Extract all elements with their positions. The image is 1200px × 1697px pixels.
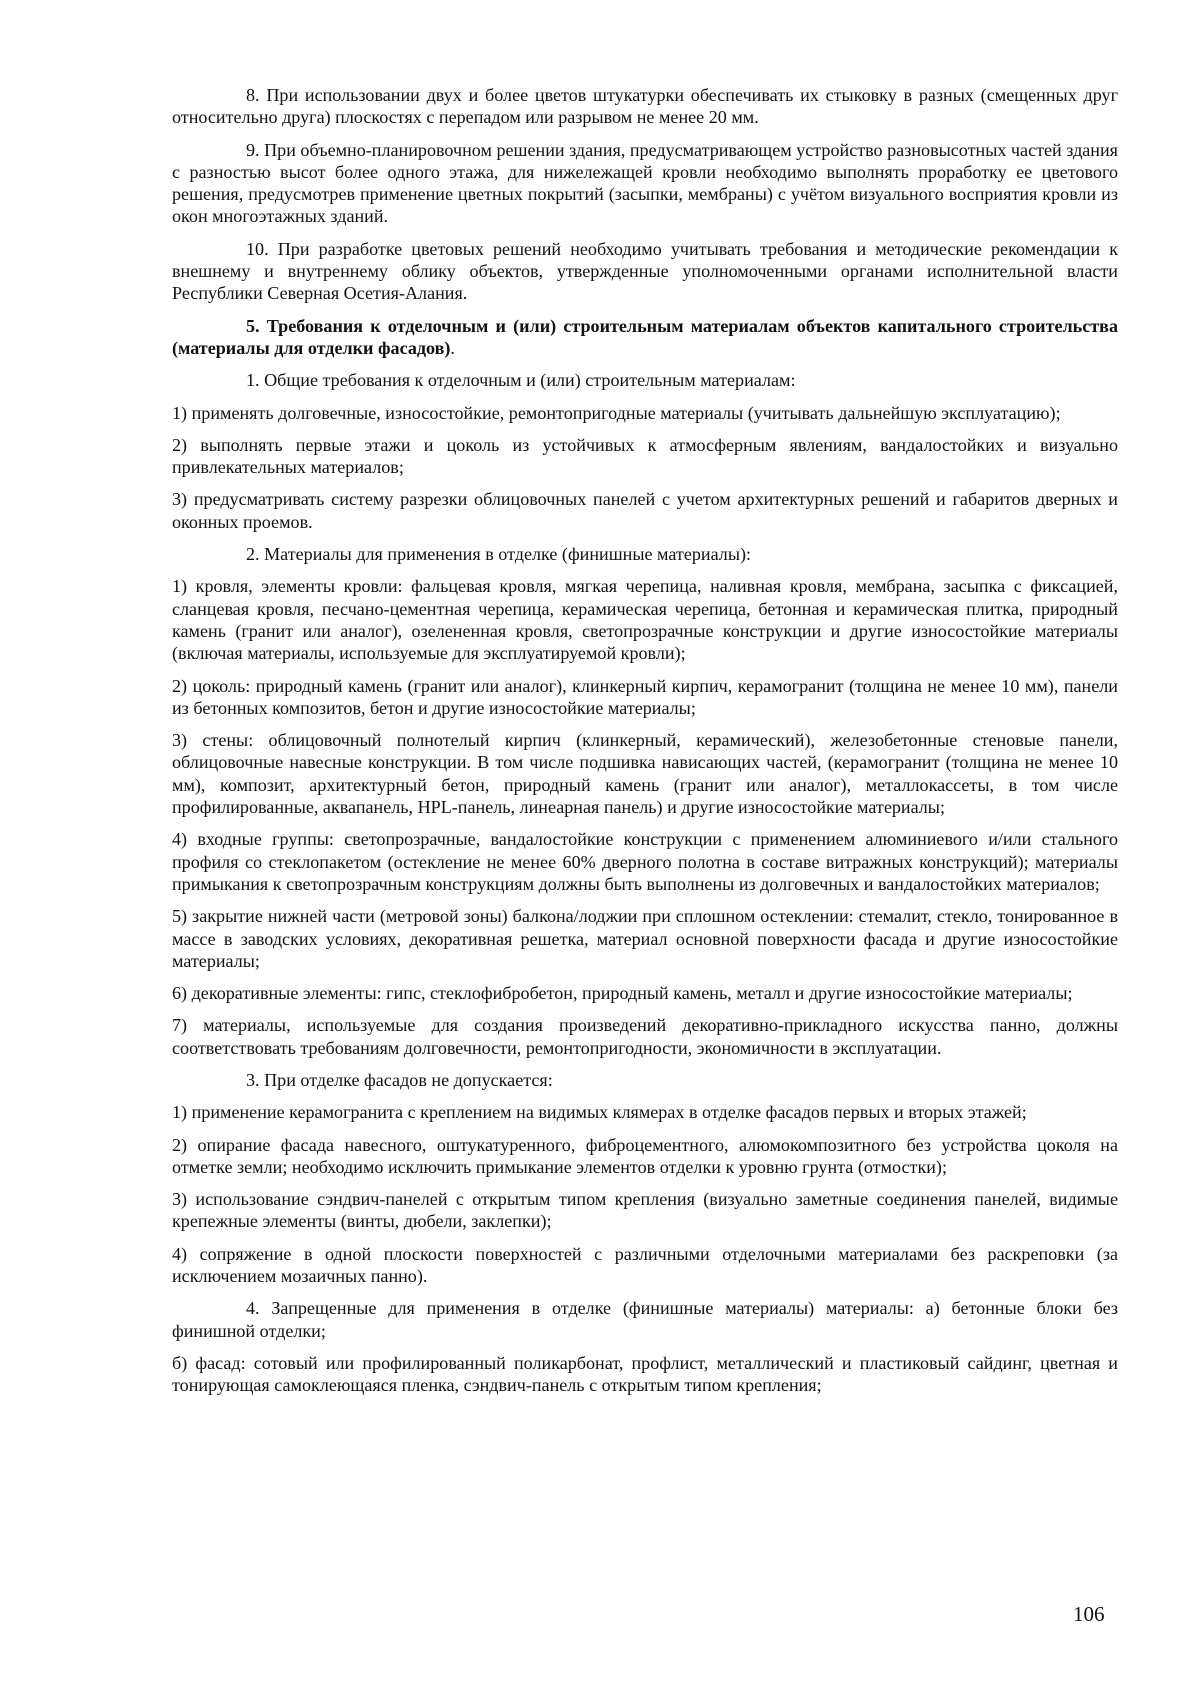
list-item: 1) применять долговечные, износостойкие, ремонтопригодные материалы (учитывать дальнейшую эксплуатацию); xyxy=(172,402,1061,423)
paragraph-plaster-joints: 8. При использовании двух и более цветов штукатурки обеспечивать их стыковку в разных (смещенных друг относительно друга) плоскостях с перепадом или разрывом не менее 20 мм. xyxy=(172,85,1118,128)
list-item: 2) цоколь: природный камень (гранит или аналог), клинкерный кирпич, керамогранит (толщина не менее 10 мм), панели из бетонных композитов, бетон и другие износостойкие материалы; xyxy=(172,675,1118,718)
list-item: 1) применение керамогранита с креплением на видимых клямерах в отделке фасадов первых и вторых этажей; xyxy=(172,1102,1027,1123)
list-item: 5) закрытие нижней части (метровой зоны) балкона/лоджии при сплошном остеклении: стемалит, стекло, тонированное в массе в заводских условиях, декоративная решетка, материал основной поверхности фасада и другие износостойкие материалы; xyxy=(172,906,1118,971)
section-heading xyxy=(172,315,1118,360)
paragraph-color-requirements: 10. При разработке цветовых решений необходимо учитывать требования и методические рекомендации к внешнему и внутреннему облику объектов, утвержденные уполномоченными органами исполнительной власти Республики Северная Осетия-Алания. xyxy=(172,238,1118,304)
list-item: 3) использование сэндвич-панелей с открытым типом крепления (визуально заметные соединения панелей, видимые крепежные элементы (винты, дюбели, заклепки); xyxy=(172,1189,1118,1232)
list-item: 3) предусматривать систему разрезки облицовочных панелей с учетом архитектурных решений и габаритов дверных и оконных проемов. xyxy=(172,489,1118,532)
page-number: 106 xyxy=(1073,1602,1105,1626)
paragraph-finishing-materials: 2. Материалы для применения в отделке (финишные материалы): xyxy=(246,544,752,565)
list-item: 7) материалы, используемые для создания произведений декоративно-прикладного искусства панно, должны соответствовать требованиям долговечности, ремонтопригодности, экономичности в эксплуатации. xyxy=(172,1015,1118,1058)
list-item: 2) выполнять первые этажи и цоколь из устойчивых к атмосферным явлениям, вандалостойких и визуально привлекательных материалов; xyxy=(172,434,1118,478)
paragraph-roof-color: 9. При объемно-планировочном решении здания, предусматривающем устройство разновысотных частей здания с разностью высот более одного этажа, для нижележащей кровли необходимо выполнять проработку ее цветового решения, предусмотрев применение цветных покрытий (засыпки, мембраны) с учётом визуального восприятия кровли из окон многоэтажных зданий. xyxy=(172,139,1118,227)
list-item: б) фасад: сотовый или профилированный поликарбонат, профлист, металлический и пластиковый сайдинг, цветная и тонирующая самоклеющаяся пленка, сэндвич-панель с открытым типом крепления; xyxy=(172,1352,1118,1396)
paragraph-prohibited-materials: 4. Запрещенные для применения в отделке (финишные материалы) материалы: а) бетонные блоки без финишной отделки; xyxy=(172,1298,1118,1341)
list-item: 6) декоративные элементы: гипс, стеклофибробетон, природный камень, металл и другие износостойкие материалы; xyxy=(172,983,1073,1004)
section-heading-text: 5. Требования к отделочным и (или) строительным материалам объектов капитального строительства (материалы для отделки фасадов) xyxy=(172,315,1118,358)
page-body xyxy=(172,84,1118,1407)
list-item: 4) сопряжение в одной плоскости поверхностей с различными отделочными материалами без раскреповки (за исключением мозаичных панно). xyxy=(172,1243,1118,1287)
list-item: 4) входные группы: светопрозрачные, вандалостойкие конструкции с применением алюминиевого и/или стального профиля со стеклопакетом (остекление не менее 60% дверного полотна в составе витражных конструкций); материалы примыкания к светопрозрачным конструкциям должны быть выполнены из долговечных и вандалостойких материалов; xyxy=(172,829,1118,894)
section-heading-suffix: . xyxy=(450,337,455,358)
list-item: 2) опирание фасада навесного, оштукатуренного, фиброцементного, алюмокомпозитного без устройства цоколя на отметке земли; необходимо исключить примыкание элементов отделки к уровню грунта (отмостки); xyxy=(172,1134,1118,1177)
list-item: 3) стены: облицовочный полнотелый кирпич (клинкерный, керамический), железобетонные стеновые панели, облицовочные навесные конструкции. В том числе подшивка нависающих частей, (керамогранит (толщина не менее 10 мм), композит, архитектурный бетон, природный камень (гранит или аналог), металлокассеты, в том числе профилированные, аквапанель, HPL-панель, линеарная панель) и другие износостойкие материалы; xyxy=(172,730,1118,818)
paragraph-not-allowed: 3. При отделке фасадов не допускается: xyxy=(246,1069,553,1090)
list-item: 1) кровля, элементы кровли: фальцевая кровля, мягкая черепица, наливная кровля, мембрана, засыпка с фиксацией, сланцевая кровля, песчано-цементная черепица, керамическая черепица, бетонная и керамическая плитка, природный камень (гранит или аналог), озелененная кровля, светопрозрачные конструкции и другие износостойкие материалы (включая материалы, используемые для эксплуатируемой кровли); xyxy=(172,576,1118,664)
paragraph-general-requirements: 1. Общие требования к отделочным и (или) строительным материалам: xyxy=(246,370,796,391)
